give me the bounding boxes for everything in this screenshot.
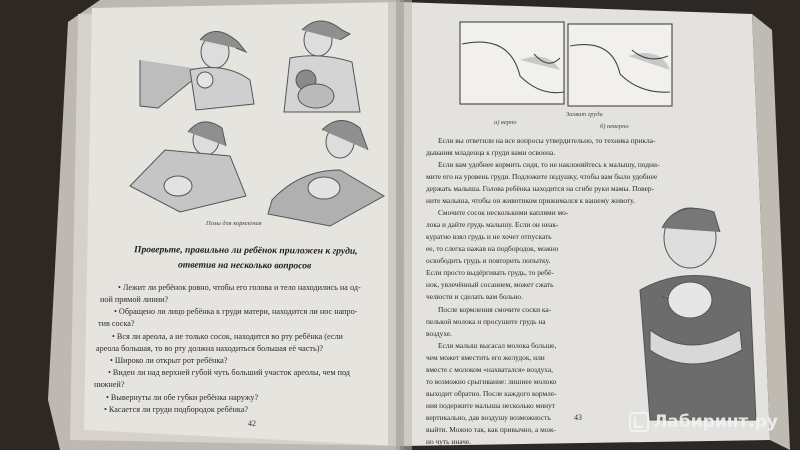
body-line: Если малыш высасал молока больше,	[438, 341, 557, 350]
body-line: ареола большая, то во рту должна находиться большая её часть)?	[96, 344, 324, 353]
body-line: • Лежит ли ребёнок ровно, чтобы его голова и тело находились на од-	[118, 283, 361, 292]
body-line: мите его на уровень груди. Подложите подушку, чтобы вам было удобнее	[426, 172, 658, 181]
body-line: • Виден ли над верхней губой чуть больший участок ареолы, чем под	[108, 368, 350, 377]
body-line: пелькой молока и просушите грудь на	[426, 317, 546, 326]
body-line: лока и дайте грудь малышу. Если он неак-	[426, 220, 559, 229]
body-line: • Вывернуты ли обе губки ребёнка наружу?	[106, 393, 259, 402]
body-line: выходит обратно. После каждого кормле-	[426, 389, 557, 398]
body-line: ной прямой линии?	[100, 295, 169, 304]
body-line: ее, то слегка нажав на подбородок, можно	[426, 244, 559, 253]
body-line: Если вы ответили на все вопросы утвердительно, то техника прикла-	[438, 136, 656, 145]
body-line: нижней?	[94, 380, 125, 389]
section-heading-line1: Проверьте, правильно ли ребёнок приложен к груди,	[133, 244, 358, 257]
figure-caption: Захват груди	[566, 111, 603, 118]
body-line: челюсти и сделать вам больно.	[426, 292, 523, 301]
body-line: освободить грудь и повторить попытку.	[426, 256, 551, 265]
body-line: вертикально, дав воздушу возможность	[426, 413, 551, 422]
body-line: Если просто выдёргивать грудь, то ребё-	[426, 268, 554, 277]
body-line: чем может вместить его желудок, или	[426, 353, 545, 362]
illustration-caption: Позы для кормления	[206, 220, 262, 227]
body-line: то возможно срыгивание: лишнее молоко	[426, 377, 557, 386]
labirint-logo-icon	[629, 412, 649, 432]
body-line: Если вам удобнее кормить сидя, то не наклоняйтесь к малышу, подни-	[438, 160, 660, 169]
page-number-left: 42	[248, 419, 256, 428]
section-heading-line2: ответив на несколько вопросов	[177, 259, 312, 272]
body-line: ния подержите малыша несколько минут	[426, 401, 556, 410]
body-line: • Касается ли груди подбородок ребёнка?	[104, 405, 248, 414]
body-line: После кормления смочите соски ка-	[438, 305, 552, 314]
body-line: воздухе.	[426, 329, 453, 338]
body-line: куратно взял грудь и не хочет отпускать	[426, 232, 552, 241]
labirint-watermark	[629, 412, 778, 432]
body-line: выйти. Можно так, как привычно, а мож-	[426, 425, 556, 434]
body-line: • Обращено ли лицо ребёнка к груди матери, находится ли нос напро-	[114, 307, 358, 316]
body-line: дывания младенца к груди вами освоена.	[426, 148, 556, 157]
body-line: нок, увлечённый сосанием, может сжать	[426, 280, 554, 289]
body-line: вместе с молоком «нахватался» воздуха,	[426, 365, 554, 374]
body-line: держать малыша. Голова ребёнка находится на сгибе руки мамы. Повер-	[426, 184, 655, 193]
label-wrong: б) неверно	[600, 123, 629, 130]
body-line: • Вся ли ареола, а не только сосок, находится во рту ребёнка (если	[112, 332, 343, 341]
body-line: Смочите сосок несколькими каплями мо-	[438, 208, 569, 217]
body-line: ните малыша, чтобы он животиком прижимался к вашему животу.	[426, 196, 635, 205]
page-number-right: 43	[574, 413, 582, 422]
body-line: тив соска?	[98, 319, 135, 328]
body-line: но чуть иначе.	[426, 437, 472, 446]
label-correct: а) верно	[494, 119, 517, 126]
watermark-text: Лабиринт.ру	[653, 412, 778, 432]
body-line: • Широко ли открыт рот ребёнка?	[110, 356, 228, 365]
